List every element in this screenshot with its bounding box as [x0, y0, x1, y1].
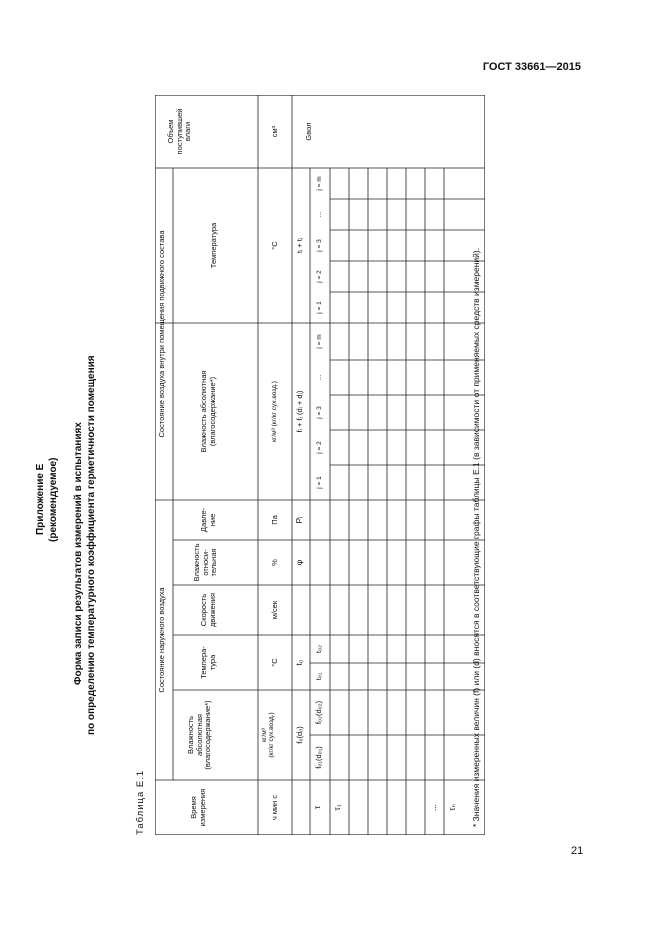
col-outhum-sub1: f₀₁(d₀₁) — [314, 746, 323, 769]
form-title-1: Форма записи результатов измерений в испытаниях — [73, 422, 84, 685]
col-pressure-name-1: Давле- — [199, 507, 208, 533]
col-outhum-name-2: абсолютная — [194, 714, 204, 756]
col-outtemp-name-2: тура — [207, 654, 217, 671]
col-intemp-name: Температура — [209, 222, 218, 269]
rotated-page — [35, 95, 485, 835]
col-intemp-sub: j = 2 — [316, 270, 323, 283]
row-label-last: τₙ — [447, 804, 457, 811]
col-speed-name-2: движения — [207, 592, 217, 628]
col-outtemp-symbol: t₀ — [294, 659, 304, 666]
col-intemp-unit: °С — [270, 241, 279, 250]
standard-number: ГОСТ 33661—2015 — [482, 61, 581, 73]
col-inhum-unit: кг/м³ (кг/кг сух.возд.) — [271, 381, 278, 442]
footnote: * Значения измеренных величин (f) или (d) вносятся в соответствующие графы таблицы Е.1 (в зависимости от применяемых средств измерений). — [471, 247, 481, 827]
col-outhum-name-1: Влажность — [186, 716, 195, 754]
group-outdoor: Состояние наружного воздуха — [157, 587, 166, 693]
col-time-symbol: τ — [312, 805, 322, 810]
col-moisture-unit: см³ — [270, 125, 279, 138]
appendix-title: Приложение Е — [35, 463, 46, 535]
appendix-status: (рекомендуемое) — [48, 457, 59, 542]
form-title-2: по определению температурного коэффициента герметичности помещения — [86, 355, 97, 735]
col-outhum-symbol: f₀(d₀) — [295, 726, 304, 744]
row-label-first: τ₁ — [332, 804, 342, 811]
col-pressure-name-2: ние — [207, 513, 217, 527]
col-inhum-sub: j = 3 — [316, 406, 323, 419]
col-outhum-name-3: (влагосодержание*) — [203, 700, 213, 770]
col-intemp-sub: j = 3 — [316, 239, 323, 252]
col-intemp-sub: ... — [316, 211, 323, 218]
col-pressure-name — [200, 500, 217, 540]
col-speed-name — [200, 585, 217, 635]
col-outtemp-unit: °С — [270, 658, 279, 667]
table-caption: Таблица Е.1 — [135, 769, 146, 835]
col-pressure-unit: Па — [270, 515, 279, 525]
col-outtemp-sub2: t₀₂ — [314, 644, 323, 654]
col-pressure-symbol: Pᵢ — [294, 516, 304, 524]
col-outhum-unit — [261, 690, 276, 780]
col-moisture-name-1: Объем — [166, 119, 175, 144]
col-inhum-sub: j = m — [316, 334, 323, 349]
row-label-ellipsis: ... — [428, 803, 438, 812]
col-relhum-symbol: φ — [294, 559, 304, 566]
col-outhum-sub2: f₀₂(d₀₂) — [314, 700, 323, 725]
group-indoor: Состояние воздуха внутри помещения подвижного состава — [157, 230, 166, 438]
col-outtemp-name — [200, 635, 217, 690]
col-relhum-name — [193, 540, 219, 585]
col-intemp-sub: j = 1 — [316, 301, 323, 314]
col-inhum-symbol: fᵢ + fⱼ (dᵢ + dⱼ) — [295, 390, 304, 433]
col-intemp-sub: j = m — [316, 176, 323, 191]
col-inhum-sub: j = 2 — [316, 441, 323, 454]
col-moisture-name-2: поступившей — [174, 108, 184, 155]
col-speed-name-1: Скорость — [199, 593, 208, 627]
col-inhum-name — [200, 323, 217, 500]
col-time-unit: ч мин с — [270, 794, 279, 821]
col-speed-unit: м/сек — [270, 600, 279, 620]
col-outhum-unit-1: кг/м³ — [261, 728, 268, 742]
col-outtemp-sub1: t₀₁ — [314, 672, 323, 681]
col-inhum-sub: ... — [316, 374, 323, 381]
col-moisture-name-3: влаги — [183, 121, 193, 142]
col-time-name: Время измерения — [189, 788, 207, 827]
col-relhum-unit: % — [270, 559, 279, 566]
col-moisture-symbol: Gвол — [304, 122, 313, 141]
col-relhum-name-2: относи- — [200, 549, 210, 576]
page-number: 21 — [571, 845, 584, 857]
col-inhum-name-2: (влагосодержание*) — [207, 376, 217, 447]
col-outhum-name — [187, 690, 213, 780]
col-inhum-sub: j = 1 — [316, 476, 323, 489]
col-outhum-unit-2: (кг/кг сух.возд.) — [268, 712, 276, 758]
col-inhum-name-1: Влажность абсолютная — [199, 370, 208, 453]
col-relhum-name-1: Влажность — [192, 543, 201, 582]
col-outtemp-name-1: Темпера- — [199, 646, 208, 679]
col-moisture-name — [167, 95, 193, 168]
col-relhum-name-3: тельная — [209, 548, 219, 577]
col-intemp-symbol: tᵢ + tⱼ — [295, 237, 304, 254]
